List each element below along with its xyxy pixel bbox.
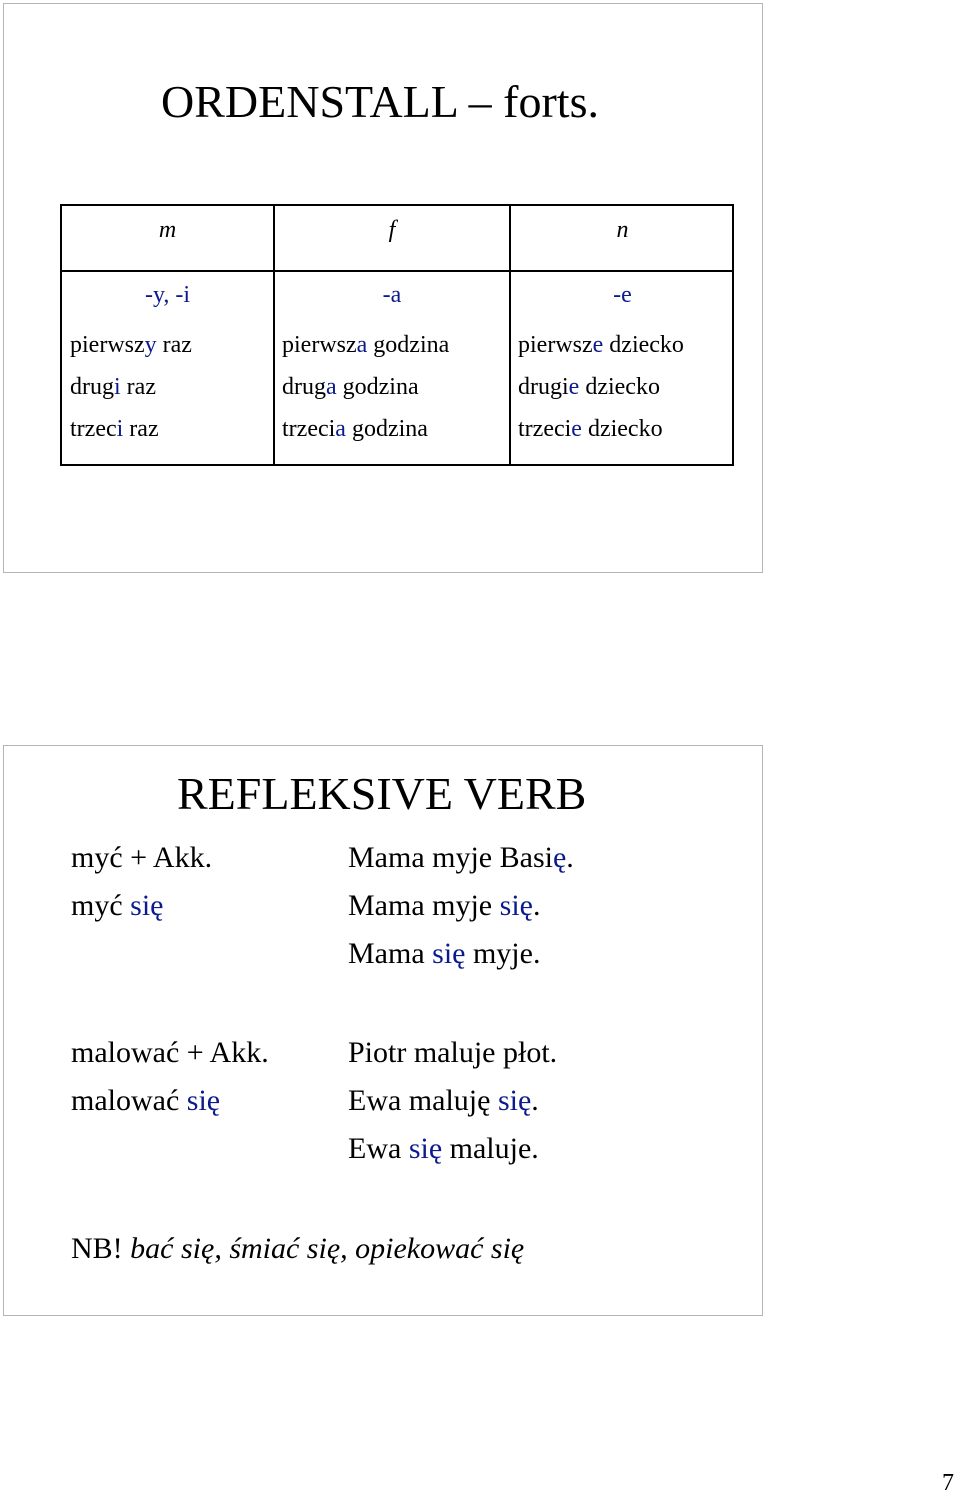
ending-masculine: -y, -i xyxy=(144,282,191,308)
header-divider xyxy=(62,270,732,272)
verb-myc-akk: myć + Akk. xyxy=(71,841,213,874)
examples-neuter xyxy=(518,324,684,450)
example-row: druga godzina xyxy=(282,374,419,400)
slide-ordenstall xyxy=(3,3,763,573)
nb-note: NB! bać się, śmiać się, opiekować się xyxy=(71,1232,525,1265)
example-row: trzeci raz xyxy=(70,416,159,442)
header-feminine: f xyxy=(388,217,396,243)
example-row: pierwszy raz xyxy=(70,332,192,358)
verb-malowac-sie: malować się xyxy=(71,1084,221,1117)
ending-feminine: -a xyxy=(382,282,402,308)
slide-refleksive-verb xyxy=(3,745,763,1316)
ending-neuter: -e xyxy=(613,282,632,308)
example-mama-sie-myje: Mama się myje. xyxy=(348,937,541,970)
slide-title: ORDENSTALL – forts. xyxy=(161,76,599,127)
ordinal-table xyxy=(60,204,734,466)
verb-myc-sie: myć się xyxy=(71,889,164,922)
example-row: drugie dziecko xyxy=(518,374,660,400)
verb-malowac-akk: malować + Akk. xyxy=(71,1036,269,1069)
example-piotr: Piotr maluje płot. xyxy=(348,1036,558,1069)
examples-feminine xyxy=(282,324,449,450)
example-mama-myje-sie: Mama myje się. xyxy=(348,889,541,922)
example-ewa-sie-maluje: Ewa się maluje. xyxy=(348,1132,539,1165)
header-masculine: m xyxy=(158,217,177,243)
example-row: pierwsze dziecko xyxy=(518,332,684,358)
example-row: trzecia godzina xyxy=(282,416,428,442)
examples-masculine xyxy=(70,324,192,450)
page-number: 7 xyxy=(942,1470,954,1496)
slide-title: REFLEKSIVE VERB xyxy=(177,768,587,819)
header-neuter: n xyxy=(616,217,629,243)
example-ewa-maluje-sie: Ewa maluję się. xyxy=(348,1084,539,1117)
example-row: pierwsza godzina xyxy=(282,332,450,358)
example-mama-myje-basie: Mama myje Basię. xyxy=(348,841,574,874)
example-row: drugi raz xyxy=(70,374,156,400)
example-row: trzecie dziecko xyxy=(518,416,663,442)
